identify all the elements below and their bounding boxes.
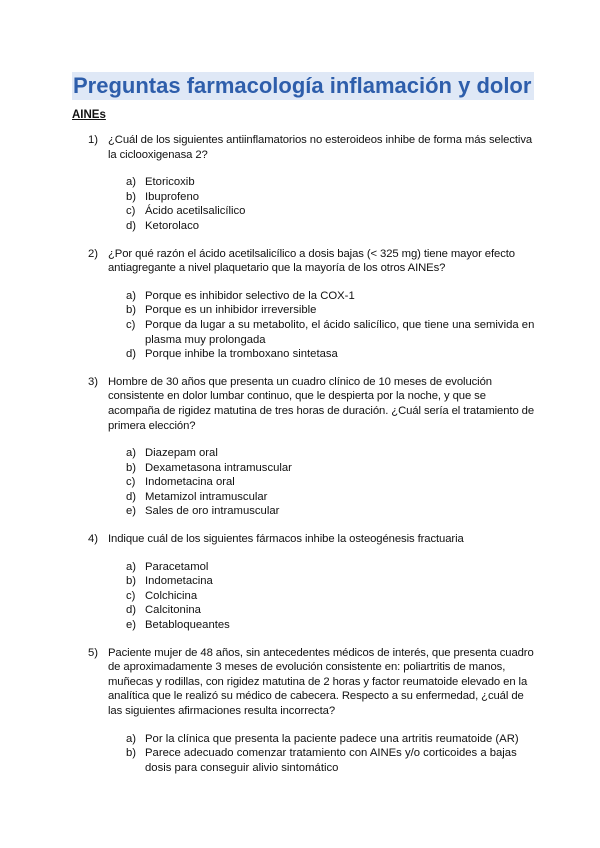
option-text: Parece adecuado comenzar tratamiento con AINEs y/o corticoides a bajas dosis para conseguir alivio sintomático	[145, 747, 517, 774]
answer-option	[126, 732, 538, 747]
question-item	[88, 532, 538, 633]
answer-options	[108, 446, 538, 519]
answer-options	[108, 560, 538, 633]
answer-option	[126, 504, 538, 519]
option-letter: a)	[126, 732, 137, 745]
answer-option	[126, 303, 538, 318]
option-text: Ketorolaco	[145, 219, 200, 232]
option-text: Paracetamol	[145, 560, 209, 573]
option-text: Porque da lugar a su metabolito, el ácido salicílico, que tiene una semivida en plasma muy prolongada	[145, 318, 535, 346]
option-letter: c)	[126, 476, 136, 489]
option-text: Diazepam oral	[145, 447, 218, 460]
option-letter: b)	[126, 461, 137, 474]
option-letter: a)	[126, 560, 137, 573]
option-letter: c)	[126, 589, 136, 602]
option-letter: c)	[126, 318, 136, 331]
answer-option	[126, 318, 538, 347]
option-text: Porque es inhibidor selectivo de la COX-1	[145, 289, 355, 302]
option-text: Colchicina	[145, 589, 198, 602]
option-letter: a)	[126, 289, 137, 302]
answer-option	[126, 490, 538, 505]
answer-option	[126, 219, 538, 234]
question-item	[88, 375, 538, 519]
option-letter: b)	[126, 190, 137, 203]
option-letter: e)	[126, 619, 137, 632]
option-text: Sales de oro intramuscular	[145, 505, 280, 518]
question-body	[108, 375, 538, 519]
question-text: Hombre de 30 años que presenta un cuadro clínico de 10 meses de evolución consistente en dolor lumbar continuo, que le despierta por la noche, y que se acompaña de rigidez matutina de tres horas de duración. ¿Cuál sería el tratamiento de primera elección?	[108, 375, 535, 432]
question-text: ¿Por qué razón el ácido acetilsalicílico a dosis bajas (< 325 mg) tiene mayor efecto antiagregante a nivel plaquetario que la mayoría de los otros AINEs?	[108, 247, 515, 275]
option-letter: c)	[126, 205, 136, 218]
option-text: Betabloqueantes	[145, 619, 230, 632]
answer-option	[126, 574, 538, 589]
option-letter: d)	[126, 219, 137, 232]
option-letter: b)	[126, 575, 137, 588]
answer-option	[126, 560, 538, 575]
question-text: Paciente mujer de 48 años, sin antecedentes médicos de interés, que presenta cuadro de aproximadamente 3 meses de evolución consistente en: poliartritis de manos, muñecas y rodillas, con rigidez matutina de 2 horas y factor reumatoide elevado en la analítica que le realizó su médico de cabecera. Respecto a su enfermedad, ¿cuál de las siguientes afirmaciones resulta incorrecta?	[108, 646, 534, 717]
question-body	[108, 646, 538, 776]
question-number: 4)	[88, 533, 99, 546]
question-number: 5)	[88, 646, 99, 659]
question-number: 1)	[88, 134, 99, 146]
answer-options	[108, 175, 538, 233]
option-text: Ácido acetilsalicílico	[145, 205, 246, 218]
option-text: Metamizol intramuscular	[145, 490, 268, 503]
option-letter: b)	[126, 304, 137, 317]
question-body	[108, 247, 538, 362]
answer-option	[126, 204, 538, 219]
answer-option	[126, 461, 538, 476]
option-letter: d)	[126, 348, 137, 361]
option-text: Indometacina	[145, 575, 213, 588]
option-text: Dexametasona intramuscular	[145, 461, 292, 474]
option-letter: d)	[126, 604, 137, 617]
option-text: Por la clínica que presenta la paciente padece una artritis reumatoide (AR)	[145, 732, 519, 745]
option-letter: e)	[126, 505, 137, 518]
question-list	[88, 133, 538, 788]
question-body	[108, 532, 538, 633]
answer-option	[126, 589, 538, 604]
question-text: Indique cuál de los siguientes fármacos inhibe la osteogénesis fractuaria	[108, 533, 464, 546]
question-number: 3)	[88, 375, 99, 388]
question-body	[108, 133, 538, 234]
page-title: Preguntas farmacología inflamación y dolor	[72, 72, 534, 100]
answer-option	[126, 175, 538, 190]
answer-option	[126, 746, 538, 775]
option-text: Etoricoxib	[145, 176, 195, 189]
option-text: Calcitonina	[145, 604, 201, 617]
answer-option	[126, 603, 538, 618]
option-text: Porque es un inhibidor irreversible	[145, 304, 317, 317]
answer-option	[126, 475, 538, 490]
answer-option	[126, 190, 538, 205]
answer-options	[108, 732, 538, 776]
answer-option	[126, 446, 538, 461]
option-letter: a)	[126, 176, 137, 189]
option-text: Indometacina oral	[145, 476, 235, 489]
option-text: Ibuprofeno	[145, 190, 200, 203]
question-item	[88, 247, 538, 362]
option-letter: d)	[126, 490, 137, 503]
option-letter: b)	[126, 747, 137, 760]
answer-option	[126, 289, 538, 304]
question-item	[88, 646, 538, 776]
answer-options	[108, 289, 538, 362]
option-text: Porque inhibe la tromboxano sintetasa	[145, 348, 338, 361]
question-item	[88, 133, 538, 234]
question-text: ¿Cuál de los siguientes antiinflamatorios no esteroideos inhibe de forma más selectiva la ciclooxigenasa 2?	[108, 134, 533, 161]
answer-option	[126, 618, 538, 633]
section-heading: AINEs	[72, 109, 106, 121]
answer-option	[126, 347, 538, 362]
question-number: 2)	[88, 247, 99, 260]
option-letter: a)	[126, 447, 137, 460]
